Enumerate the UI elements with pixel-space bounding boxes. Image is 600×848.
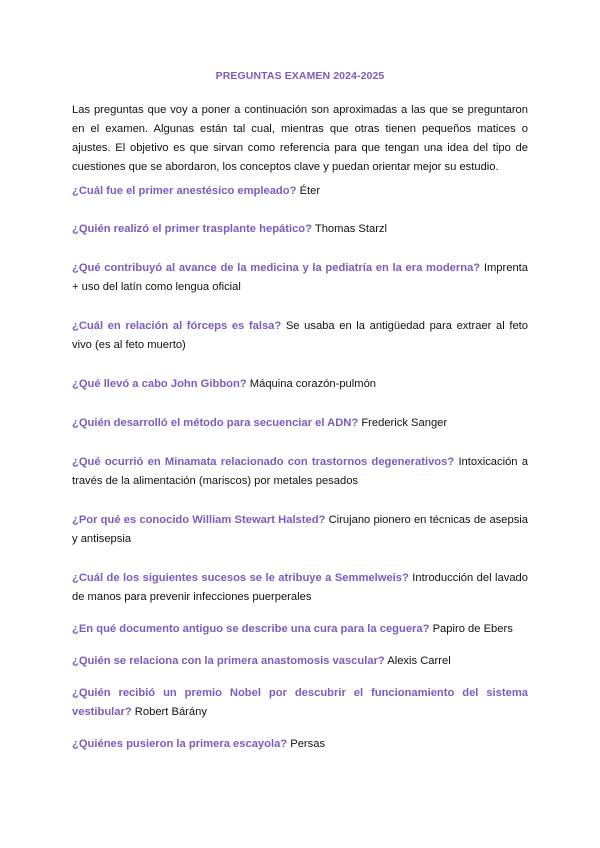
answer-text: Cirujano pionero en técnicas de asepsia y antisepsia [72, 514, 529, 545]
answer-text: Thomas Starzl [314, 223, 387, 235]
answer-text: Alexis Carrel [387, 655, 451, 667]
question-text: ¿Cuál en relación al fórceps es falsa? [72, 320, 282, 332]
answer-text: Se usaba en la antigüedad para extraer al feto vivo (es al feto muerto) [72, 320, 528, 351]
answer-text: Éter [299, 185, 321, 197]
question-text: ¿Cuál fue el primer anestésico empleado? [72, 185, 297, 197]
question-text: ¿En qué documento antiguo se describe una cura para la ceguera? [72, 623, 430, 635]
answer-text: Imprenta + uso del latín como lengua oficial [72, 262, 529, 293]
qa-item [72, 569, 528, 607]
answer-text: Frederick Sanger [361, 417, 448, 429]
question-text: ¿Qué llevó a cabo John Gibbon? [72, 378, 247, 390]
qa-item [72, 375, 528, 394]
question-text: ¿Quién se relaciona con la primera anastomosis vascular? [72, 655, 385, 667]
question-text: ¿Quién realizó el primer trasplante hepático? [72, 223, 312, 235]
qa-item [72, 414, 528, 433]
answer-text: Papiro de Ebers [432, 623, 513, 635]
qa-item [72, 220, 528, 239]
question-text: ¿Quién recibió un premio Nobel por descubrir el funcionamiento del sistema vestibular? [72, 687, 528, 718]
document-page [72, 70, 528, 754]
qa-item [72, 652, 528, 671]
qa-item [72, 684, 528, 722]
answer-text: Robert Bárány [134, 706, 207, 718]
answer-text: Persas [290, 738, 326, 750]
qa-item [72, 735, 528, 754]
answer-text: Introducción del lavado de manos para prevenir infecciones puerperales [72, 572, 528, 603]
question-text: ¿Qué contribuyó al avance de la medicina y la pediatría en la era moderna? [72, 262, 481, 274]
document-title: PREGUNTAS EXAMEN 2024-2025 [215, 70, 385, 82]
qa-item [72, 620, 528, 639]
question-text: ¿Quién desarrolló el método para secuenciar el ADN? [72, 417, 359, 429]
qa-item [72, 182, 528, 201]
answer-text: Intoxicación a través de la alimentación (mariscos) por metales pesados [72, 456, 528, 487]
qa-item [72, 453, 528, 491]
question-text: ¿Por qué es conocido William Stewart Halsted? [72, 514, 326, 526]
qa-item [72, 317, 528, 355]
question-text: ¿Qué ocurrió en Minamata relacionado con trastornos degenerativos? [72, 456, 455, 468]
question-text: ¿Cuál de los siguientes sucesos se le atribuye a Semmelweis? [72, 572, 409, 584]
qa-item [72, 511, 528, 549]
intro-paragraph: Las preguntas que voy a poner a continuación son aproximadas a las que se preguntaron en el examen. Algunas están tal cual, mientras que otras tienen pequeños matices o ajustes. El objetivo es que sirvan como referencia para que tengan una idea del tipo de cuestiones que se abordaron, los conceptos clave y puedan orientar mejor su estudio. [72, 104, 528, 173]
answer-text: Máquina corazón-pulmón [249, 378, 377, 390]
qa-item [72, 259, 528, 297]
question-text: ¿Quiénes pusieron la primera escayola? [72, 738, 288, 750]
